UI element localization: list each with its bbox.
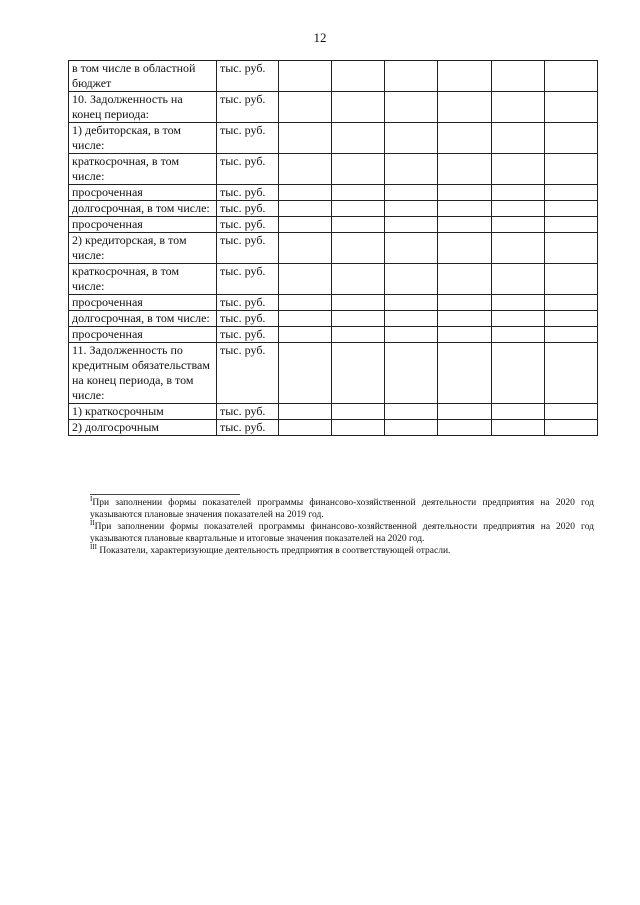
table-row [69,61,598,92]
table-row [69,327,598,343]
unit-cell: тыс. руб. [217,311,279,327]
value-cell [491,327,544,343]
value-cell [279,404,332,420]
table-row [69,185,598,201]
value-cell [279,201,332,217]
financial-indicators-table [68,60,598,436]
footnote-marker: III [90,542,97,551]
unit-cell: тыс. руб. [217,123,279,154]
value-cell [279,327,332,343]
value-cell [438,61,491,92]
indicator-name: 1) краткосрочным [69,404,217,420]
value-cell [332,295,385,311]
value-cell [438,295,491,311]
value-cell [438,233,491,264]
indicator-name: просроченная [69,327,217,343]
value-cell [438,92,491,123]
value-cell [491,343,544,404]
indicator-name: просроченная [69,217,217,233]
table-row [69,311,598,327]
value-cell [491,233,544,264]
value-cell [544,123,597,154]
value-cell [438,185,491,201]
table-row [69,420,598,436]
value-cell [544,404,597,420]
value-cell [438,343,491,404]
table-row [69,217,598,233]
value-cell [385,311,438,327]
value-cell [279,154,332,185]
value-cell [544,217,597,233]
table-row [69,154,598,185]
footnote-item [90,542,594,557]
value-cell [279,61,332,92]
value-cell [332,217,385,233]
indicator-name: просроченная [69,295,217,311]
value-cell [279,123,332,154]
unit-cell: тыс. руб. [217,327,279,343]
unit-cell: тыс. руб. [217,201,279,217]
value-cell [491,311,544,327]
value-cell [438,311,491,327]
value-cell [544,154,597,185]
value-cell [438,327,491,343]
footnote-text: Показатели, характеризующие деятельность предприятия в соответствующей отрасли. [97,546,451,556]
value-cell [438,217,491,233]
indicator-name: в том числе в областной бюджет [69,61,217,92]
indicator-name: 2) кредиторская, в том числе: [69,233,217,264]
table-row [69,264,598,295]
value-cell [332,185,385,201]
value-cell [332,327,385,343]
value-cell [385,264,438,295]
indicator-name: краткосрочная, в том числе: [69,264,217,295]
unit-cell: тыс. руб. [217,233,279,264]
value-cell [544,61,597,92]
table-row [69,295,598,311]
unit-cell: тыс. руб. [217,295,279,311]
value-cell [385,420,438,436]
value-cell [332,154,385,185]
indicator-name: долгосрочная, в том числе: [69,311,217,327]
value-cell [332,201,385,217]
unit-cell: тыс. руб. [217,185,279,201]
value-cell [279,311,332,327]
table-row [69,233,598,264]
value-cell [279,185,332,201]
value-cell [438,154,491,185]
table-row [69,404,598,420]
table-row [69,92,598,123]
value-cell [438,264,491,295]
value-cell [438,201,491,217]
value-cell [332,61,385,92]
footnote-marker: II [90,518,95,527]
indicator-name: 10. Задолженность на конец периода: [69,92,217,123]
value-cell [438,404,491,420]
value-cell [332,420,385,436]
table-row [69,123,598,154]
footnote-item [90,494,594,521]
value-cell [385,295,438,311]
value-cell [332,123,385,154]
unit-cell: тыс. руб. [217,154,279,185]
unit-cell: тыс. руб. [217,92,279,123]
footnote-text: При заполнении формы показателей программы финансово-хозяйственной деятельности предприятия на 2020 год указываются плановые значения показателей на 2019 год. [90,498,594,520]
value-cell [544,201,597,217]
unit-cell: тыс. руб. [217,420,279,436]
value-cell [491,217,544,233]
unit-cell: тыс. руб. [217,217,279,233]
unit-cell: тыс. руб. [217,343,279,404]
value-cell [491,295,544,311]
indicator-name: 11. Задолженность по кредитным обязательствам на конец периода, в том числе: [69,343,217,404]
value-cell [491,123,544,154]
value-cell [544,295,597,311]
value-cell [544,233,597,264]
value-cell [385,201,438,217]
table-row [69,201,598,217]
footnote-item [90,518,594,545]
indicator-name: краткосрочная, в том числе: [69,154,217,185]
value-cell [279,264,332,295]
value-cell [385,185,438,201]
value-cell [544,327,597,343]
value-cell [332,92,385,123]
value-cell [491,92,544,123]
indicator-name: 2) долгосрочным [69,420,217,436]
value-cell [279,92,332,123]
value-cell [332,311,385,327]
value-cell [332,233,385,264]
footnotes [90,494,594,557]
value-cell [385,404,438,420]
value-cell [385,123,438,154]
unit-cell: тыс. руб. [217,61,279,92]
value-cell [279,295,332,311]
value-cell [279,233,332,264]
page-number: 12 [313,30,327,45]
value-cell [332,404,385,420]
value-cell [385,343,438,404]
table-row [69,343,598,404]
indicator-name: 1) дебиторская, в том числе: [69,123,217,154]
value-cell [491,61,544,92]
footnote-separator [90,494,240,495]
value-cell [544,92,597,123]
value-cell [544,264,597,295]
unit-cell: тыс. руб. [217,404,279,420]
value-cell [385,217,438,233]
value-cell [544,311,597,327]
value-cell [491,264,544,295]
value-cell [491,420,544,436]
value-cell [385,92,438,123]
indicator-name: долгосрочная, в том числе: [69,201,217,217]
value-cell [279,420,332,436]
value-cell [385,61,438,92]
value-cell [438,123,491,154]
footnote-marker: I [90,494,93,503]
value-cell [491,404,544,420]
value-cell [491,185,544,201]
value-cell [491,201,544,217]
value-cell [544,185,597,201]
value-cell [385,154,438,185]
value-cell [491,154,544,185]
value-cell [438,420,491,436]
value-cell [332,343,385,404]
value-cell [279,217,332,233]
indicator-name: просроченная [69,185,217,201]
value-cell [332,264,385,295]
value-cell [544,343,597,404]
value-cell [279,343,332,404]
value-cell [385,327,438,343]
value-cell [544,420,597,436]
value-cell [385,233,438,264]
unit-cell: тыс. руб. [217,264,279,295]
footnote-text: При заполнении формы показателей программы финансово-хозяйственной деятельности предприятия на 2020 год указываются плановые квартальные и итоговые значения показателей на 2020 год. [90,522,594,544]
